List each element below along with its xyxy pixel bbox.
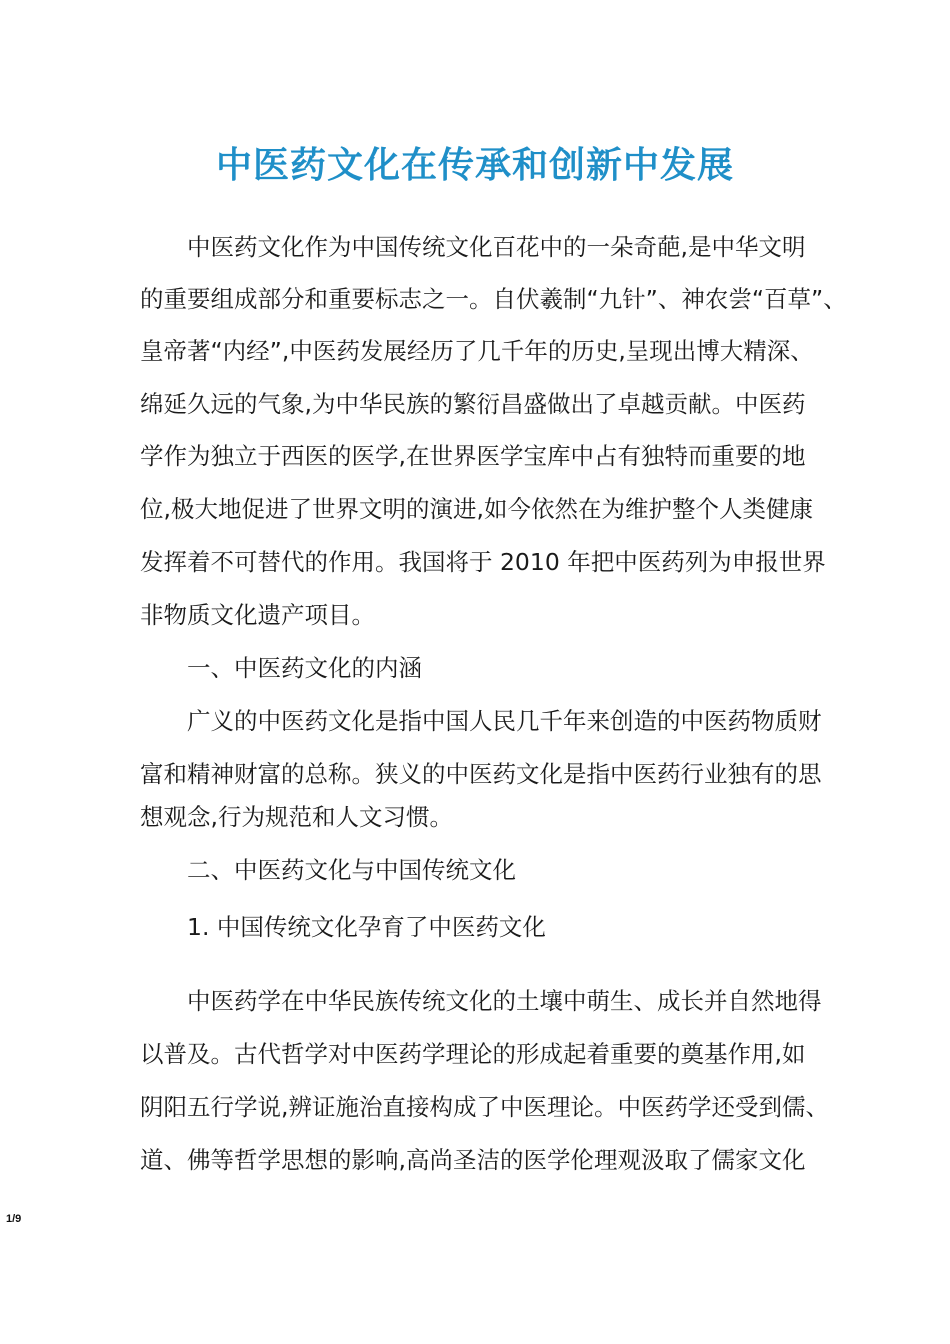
text-line: 富和精神财富的总称。狭义的中医药文化是指中医药行业独有的思 bbox=[140, 760, 822, 788]
text-line: 发挥着不可替代的作用。我国将于 2010 年把中医药列为申报世界 bbox=[140, 548, 826, 576]
text-line: 想观念,行为规范和人文习惯。 bbox=[140, 803, 453, 831]
subsection-heading: 1. 中国传统文化孕育了中医药文化 bbox=[187, 913, 546, 941]
page-title: 中医药文化在传承和创新中发展 bbox=[215, 145, 734, 187]
text-line: 位,极大地促进了世界文明的演进,如今依然在为维护整个人类健康 bbox=[140, 495, 813, 523]
section-heading: 一、中医药文化的内涵 bbox=[187, 654, 422, 682]
text-line: 绵延久远的气象,为中华民族的繁衍昌盛做出了卓越贡献。中医药 bbox=[140, 390, 806, 418]
text-line: 中医药学在中华民族传统文化的土壤中萌生、成长并自然地得 bbox=[187, 987, 822, 1015]
text-line: 以普及。古代哲学对中医药学理论的形成起着重要的奠基作用,如 bbox=[140, 1040, 806, 1068]
text-line: 中医药文化作为中国传统文化百花中的一朵奇葩,是中华文明 bbox=[187, 233, 806, 261]
text-line: 非物质文化遗产项目。 bbox=[140, 601, 375, 629]
page-number: 1/9 bbox=[6, 1213, 22, 1225]
text-line: 广义的中医药文化是指中国人民几千年来创造的中医药物质财 bbox=[187, 707, 822, 735]
text-line: 的重要组成部分和重要标志之一。自伏羲制“九针”、神农尝“百草”、 bbox=[140, 285, 847, 313]
text-line: 皇帝著“内经”,中医药发展经历了几千年的历史,呈现出博大精深、 bbox=[140, 337, 814, 365]
text-line: 道、佛等哲学思想的影响,高尚圣洁的医学伦理观汲取了儒家文化 bbox=[140, 1146, 806, 1174]
section-heading: 二、中医药文化与中国传统文化 bbox=[187, 856, 516, 884]
text-line: 阴阳五行学说,辨证施治直接构成了中医理论。中医药学还受到儒、 bbox=[140, 1093, 829, 1121]
text-line: 学作为独立于西医的医学,在世界医学宝库中占有独特而重要的地 bbox=[140, 442, 806, 470]
